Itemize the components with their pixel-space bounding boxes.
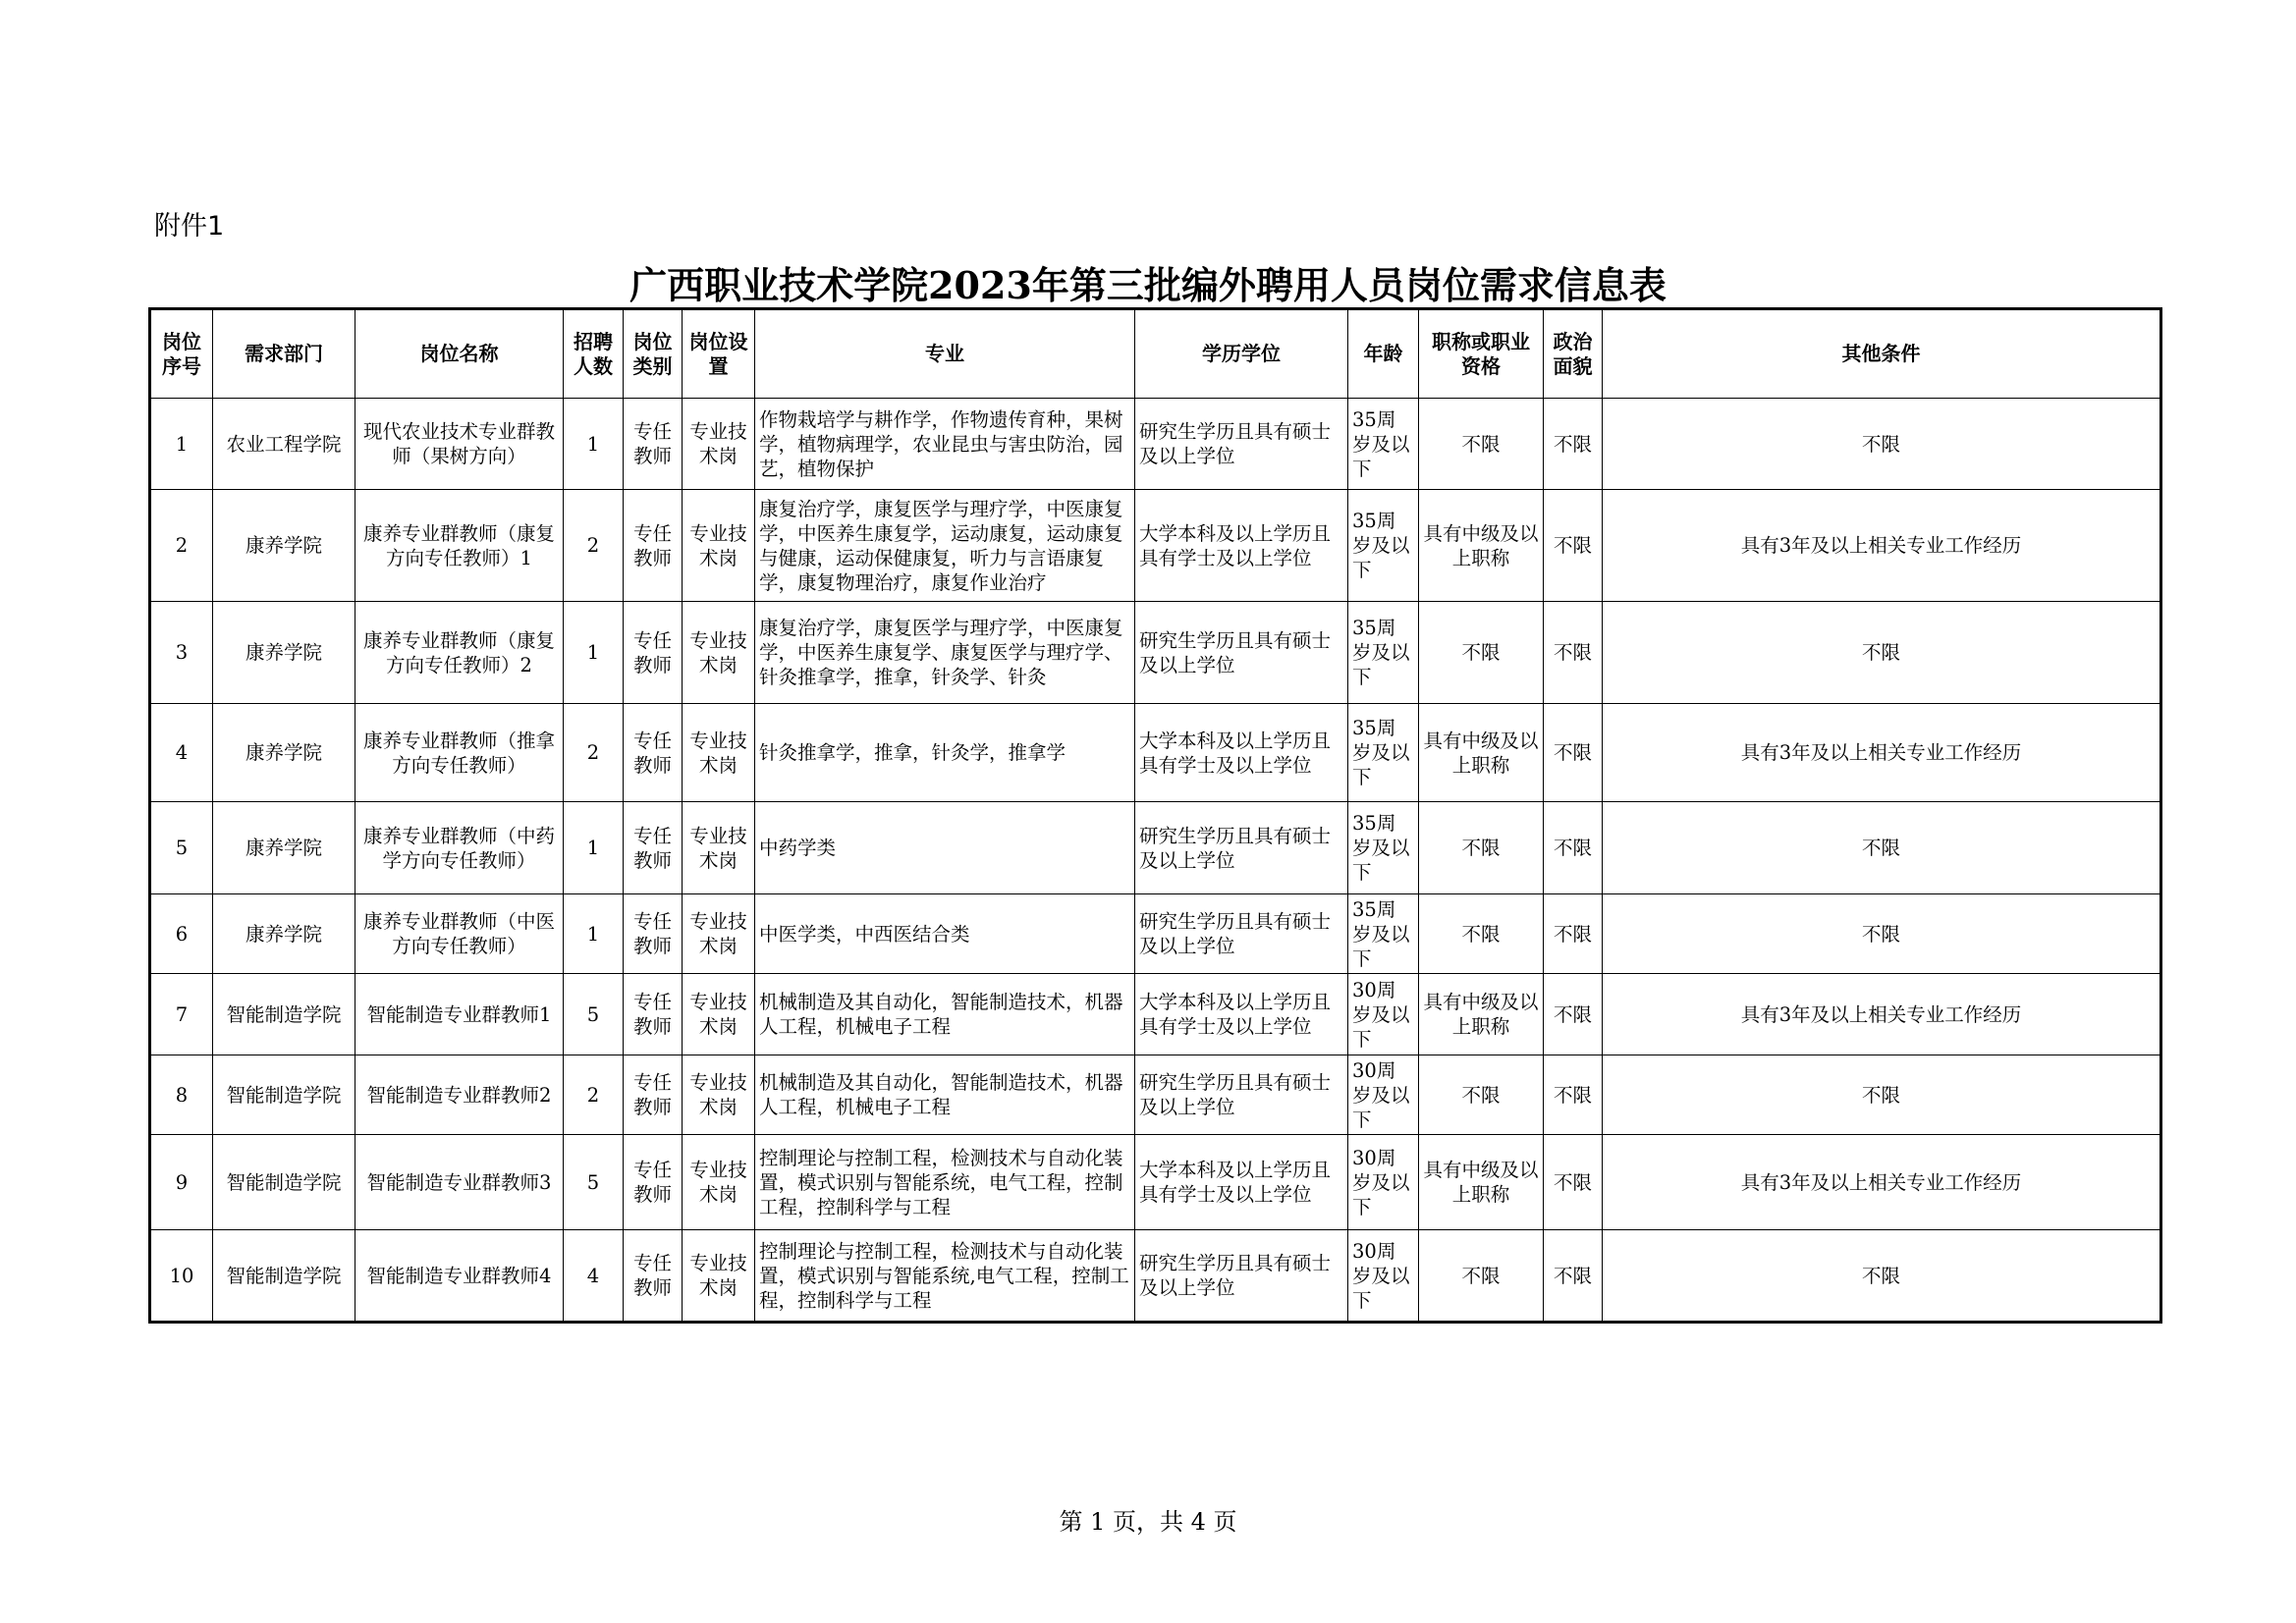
cell-dept: 智能制造学院 xyxy=(213,1230,355,1323)
cell-seq: 3 xyxy=(150,602,213,704)
cell-age: 35周岁及以下 xyxy=(1348,802,1419,894)
cell-major: 作物栽培学与耕作学，作物遗传育种，果树学，植物病理学，农业昆虫与害虫防治，园艺，植物保护 xyxy=(755,399,1135,490)
cell-category: 专任教师 xyxy=(624,802,683,894)
cell-degree: 研究生学历且具有硕士及以上学位 xyxy=(1135,1055,1348,1135)
attachment-label: 附件1 xyxy=(154,211,225,242)
header-setting: 岗位设置 xyxy=(683,309,755,399)
cell-other: 不限 xyxy=(1603,1055,2161,1135)
cell-other: 具有3年及以上相关专业工作经历 xyxy=(1603,704,2161,802)
cell-degree: 大学本科及以上学历且具有学士及以上学位 xyxy=(1135,704,1348,802)
cell-degree: 研究生学历且具有硕士及以上学位 xyxy=(1135,602,1348,704)
header-row xyxy=(150,309,2161,399)
cell-category: 专任教师 xyxy=(624,399,683,490)
header-degree: 学历学位 xyxy=(1135,309,1348,399)
header-seq: 岗位序号 xyxy=(150,309,213,399)
cell-other: 具有3年及以上相关专业工作经历 xyxy=(1603,974,2161,1055)
cell-count: 5 xyxy=(564,1135,624,1230)
cell-seq: 6 xyxy=(150,894,213,974)
cell-post: 康养专业群教师（推拿方向专任教师） xyxy=(355,704,564,802)
cell-title-qual: 不限 xyxy=(1419,802,1544,894)
cell-major: 中医学类，中西医结合类 xyxy=(755,894,1135,974)
cell-category: 专任教师 xyxy=(624,704,683,802)
cell-title-qual: 不限 xyxy=(1419,1055,1544,1135)
cell-title-qual: 具有中级及以上职称 xyxy=(1419,974,1544,1055)
cell-title-qual: 不限 xyxy=(1419,602,1544,704)
cell-political: 不限 xyxy=(1544,490,1603,602)
cell-post: 智能制造专业群教师3 xyxy=(355,1135,564,1230)
table-row xyxy=(150,974,2161,1055)
cell-political: 不限 xyxy=(1544,894,1603,974)
cell-setting: 专业技术岗 xyxy=(683,1055,755,1135)
header-post: 岗位名称 xyxy=(355,309,564,399)
cell-seq: 8 xyxy=(150,1055,213,1135)
cell-title-qual: 具有中级及以上职称 xyxy=(1419,1135,1544,1230)
cell-setting: 专业技术岗 xyxy=(683,974,755,1055)
cell-seq: 1 xyxy=(150,399,213,490)
cell-major: 控制理论与控制工程，检测技术与自动化装置，模式识别与智能系统,电气工程，控制工程，控制科学与工程 xyxy=(755,1230,1135,1323)
cell-major: 康复治疗学，康复医学与理疗学，中医康复学，中医养生康复学，运动康复，运动康复与健康，运动保健康复，听力与言语康复学，康复物理治疗，康复作业治疗 xyxy=(755,490,1135,602)
cell-count: 2 xyxy=(564,490,624,602)
page-footer: 第 1 页，共 4 页 xyxy=(1059,1508,1237,1536)
cell-title-qual: 不限 xyxy=(1419,894,1544,974)
cell-category: 专任教师 xyxy=(624,974,683,1055)
cell-post: 现代农业技术专业群教师（果树方向） xyxy=(355,399,564,490)
cell-degree: 研究生学历且具有硕士及以上学位 xyxy=(1135,1230,1348,1323)
cell-post: 智能制造专业群教师4 xyxy=(355,1230,564,1323)
cell-seq: 10 xyxy=(150,1230,213,1323)
table-row xyxy=(150,399,2161,490)
cell-category: 专任教师 xyxy=(624,1135,683,1230)
cell-other: 不限 xyxy=(1603,602,2161,704)
cell-age: 35周岁及以下 xyxy=(1348,704,1419,802)
table-row xyxy=(150,1055,2161,1135)
cell-setting: 专业技术岗 xyxy=(683,399,755,490)
cell-degree: 研究生学历且具有硕士及以上学位 xyxy=(1135,894,1348,974)
cell-title-qual: 不限 xyxy=(1419,1230,1544,1323)
cell-count: 2 xyxy=(564,704,624,802)
cell-age: 35周岁及以下 xyxy=(1348,602,1419,704)
cell-degree: 大学本科及以上学历且具有学士及以上学位 xyxy=(1135,974,1348,1055)
cell-setting: 专业技术岗 xyxy=(683,602,755,704)
cell-age: 30周岁及以下 xyxy=(1348,974,1419,1055)
cell-category: 专任教师 xyxy=(624,1230,683,1323)
header-title-qual: 职称或职业资格 xyxy=(1419,309,1544,399)
cell-political: 不限 xyxy=(1544,1230,1603,1323)
cell-other: 不限 xyxy=(1603,1230,2161,1323)
cell-major: 针灸推拿学，推拿，针灸学，推拿学 xyxy=(755,704,1135,802)
cell-political: 不限 xyxy=(1544,1055,1603,1135)
cell-age: 30周岁及以下 xyxy=(1348,1230,1419,1323)
cell-age: 30周岁及以下 xyxy=(1348,1135,1419,1230)
table-row xyxy=(150,704,2161,802)
table-row xyxy=(150,490,2161,602)
cell-setting: 专业技术岗 xyxy=(683,1230,755,1323)
table-row xyxy=(150,1230,2161,1323)
cell-age: 30周岁及以下 xyxy=(1348,1055,1419,1135)
cell-post: 康养专业群教师（中医方向专任教师） xyxy=(355,894,564,974)
cell-category: 专任教师 xyxy=(624,490,683,602)
cell-dept: 康养学院 xyxy=(213,894,355,974)
cell-dept: 康养学院 xyxy=(213,490,355,602)
header-political: 政治面貌 xyxy=(1544,309,1603,399)
cell-dept: 智能制造学院 xyxy=(213,1135,355,1230)
cell-setting: 专业技术岗 xyxy=(683,802,755,894)
table-row xyxy=(150,602,2161,704)
cell-other: 不限 xyxy=(1603,802,2161,894)
cell-age: 35周岁及以下 xyxy=(1348,399,1419,490)
cell-seq: 4 xyxy=(150,704,213,802)
cell-count: 1 xyxy=(564,602,624,704)
cell-degree: 研究生学历且具有硕士及以上学位 xyxy=(1135,802,1348,894)
cell-major: 中药学类 xyxy=(755,802,1135,894)
cell-post: 康养专业群教师（康复方向专任教师）1 xyxy=(355,490,564,602)
cell-title-qual: 具有中级及以上职称 xyxy=(1419,704,1544,802)
header-count: 招聘人数 xyxy=(564,309,624,399)
cell-political: 不限 xyxy=(1544,399,1603,490)
cell-seq: 7 xyxy=(150,974,213,1055)
cell-category: 专任教师 xyxy=(624,894,683,974)
table-row xyxy=(150,802,2161,894)
cell-dept: 农业工程学院 xyxy=(213,399,355,490)
cell-political: 不限 xyxy=(1544,1135,1603,1230)
job-requirements-table xyxy=(148,307,2162,1324)
cell-other: 不限 xyxy=(1603,894,2161,974)
page-title: 广西职业技术学院2023年第三批编外聘用人员岗位需求信息表 xyxy=(629,263,1667,307)
cell-post: 康养专业群教师（康复方向专任教师）2 xyxy=(355,602,564,704)
cell-title-qual: 具有中级及以上职称 xyxy=(1419,490,1544,602)
cell-political: 不限 xyxy=(1544,704,1603,802)
cell-degree: 大学本科及以上学历且具有学士及以上学位 xyxy=(1135,1135,1348,1230)
header-major: 专业 xyxy=(755,309,1135,399)
cell-seq: 9 xyxy=(150,1135,213,1230)
cell-degree: 研究生学历且具有硕士及以上学位 xyxy=(1135,399,1348,490)
cell-count: 5 xyxy=(564,974,624,1055)
cell-other: 具有3年及以上相关专业工作经历 xyxy=(1603,1135,2161,1230)
cell-major: 机械制造及其自动化，智能制造技术，机器人工程，机械电子工程 xyxy=(755,974,1135,1055)
cell-major: 机械制造及其自动化，智能制造技术，机器人工程，机械电子工程 xyxy=(755,1055,1135,1135)
cell-degree: 大学本科及以上学历且具有学士及以上学位 xyxy=(1135,490,1348,602)
cell-setting: 专业技术岗 xyxy=(683,894,755,974)
cell-category: 专任教师 xyxy=(624,1055,683,1135)
cell-category: 专任教师 xyxy=(624,602,683,704)
header-other: 其他条件 xyxy=(1603,309,2161,399)
cell-count: 1 xyxy=(564,399,624,490)
cell-political: 不限 xyxy=(1544,974,1603,1055)
table-row xyxy=(150,894,2161,974)
cell-seq: 2 xyxy=(150,490,213,602)
cell-setting: 专业技术岗 xyxy=(683,704,755,802)
cell-title-qual: 不限 xyxy=(1419,399,1544,490)
cell-other: 具有3年及以上相关专业工作经历 xyxy=(1603,490,2161,602)
cell-seq: 5 xyxy=(150,802,213,894)
cell-post: 智能制造专业群教师2 xyxy=(355,1055,564,1135)
cell-count: 4 xyxy=(564,1230,624,1323)
header-category: 岗位类别 xyxy=(624,309,683,399)
cell-dept: 智能制造学院 xyxy=(213,974,355,1055)
cell-dept: 智能制造学院 xyxy=(213,1055,355,1135)
cell-political: 不限 xyxy=(1544,602,1603,704)
cell-major: 康复治疗学，康复医学与理疗学，中医康复学，中医养生康复学、康复医学与理疗学、针灸推拿学，推拿，针灸学、针灸 xyxy=(755,602,1135,704)
header-age: 年龄 xyxy=(1348,309,1419,399)
cell-dept: 康养学院 xyxy=(213,602,355,704)
cell-count: 1 xyxy=(564,802,624,894)
cell-major: 控制理论与控制工程，检测技术与自动化装置，模式识别与智能系统，电气工程，控制工程，控制科学与工程 xyxy=(755,1135,1135,1230)
cell-setting: 专业技术岗 xyxy=(683,490,755,602)
cell-dept: 康养学院 xyxy=(213,704,355,802)
cell-dept: 康养学院 xyxy=(213,802,355,894)
cell-post: 康养专业群教师（中药学方向专任教师） xyxy=(355,802,564,894)
header-dept: 需求部门 xyxy=(213,309,355,399)
cell-age: 35周岁及以下 xyxy=(1348,490,1419,602)
cell-count: 1 xyxy=(564,894,624,974)
table-row xyxy=(150,1135,2161,1230)
cell-setting: 专业技术岗 xyxy=(683,1135,755,1230)
cell-count: 2 xyxy=(564,1055,624,1135)
cell-post: 智能制造专业群教师1 xyxy=(355,974,564,1055)
cell-political: 不限 xyxy=(1544,802,1603,894)
cell-age: 35周岁及以下 xyxy=(1348,894,1419,974)
cell-other: 不限 xyxy=(1603,399,2161,490)
